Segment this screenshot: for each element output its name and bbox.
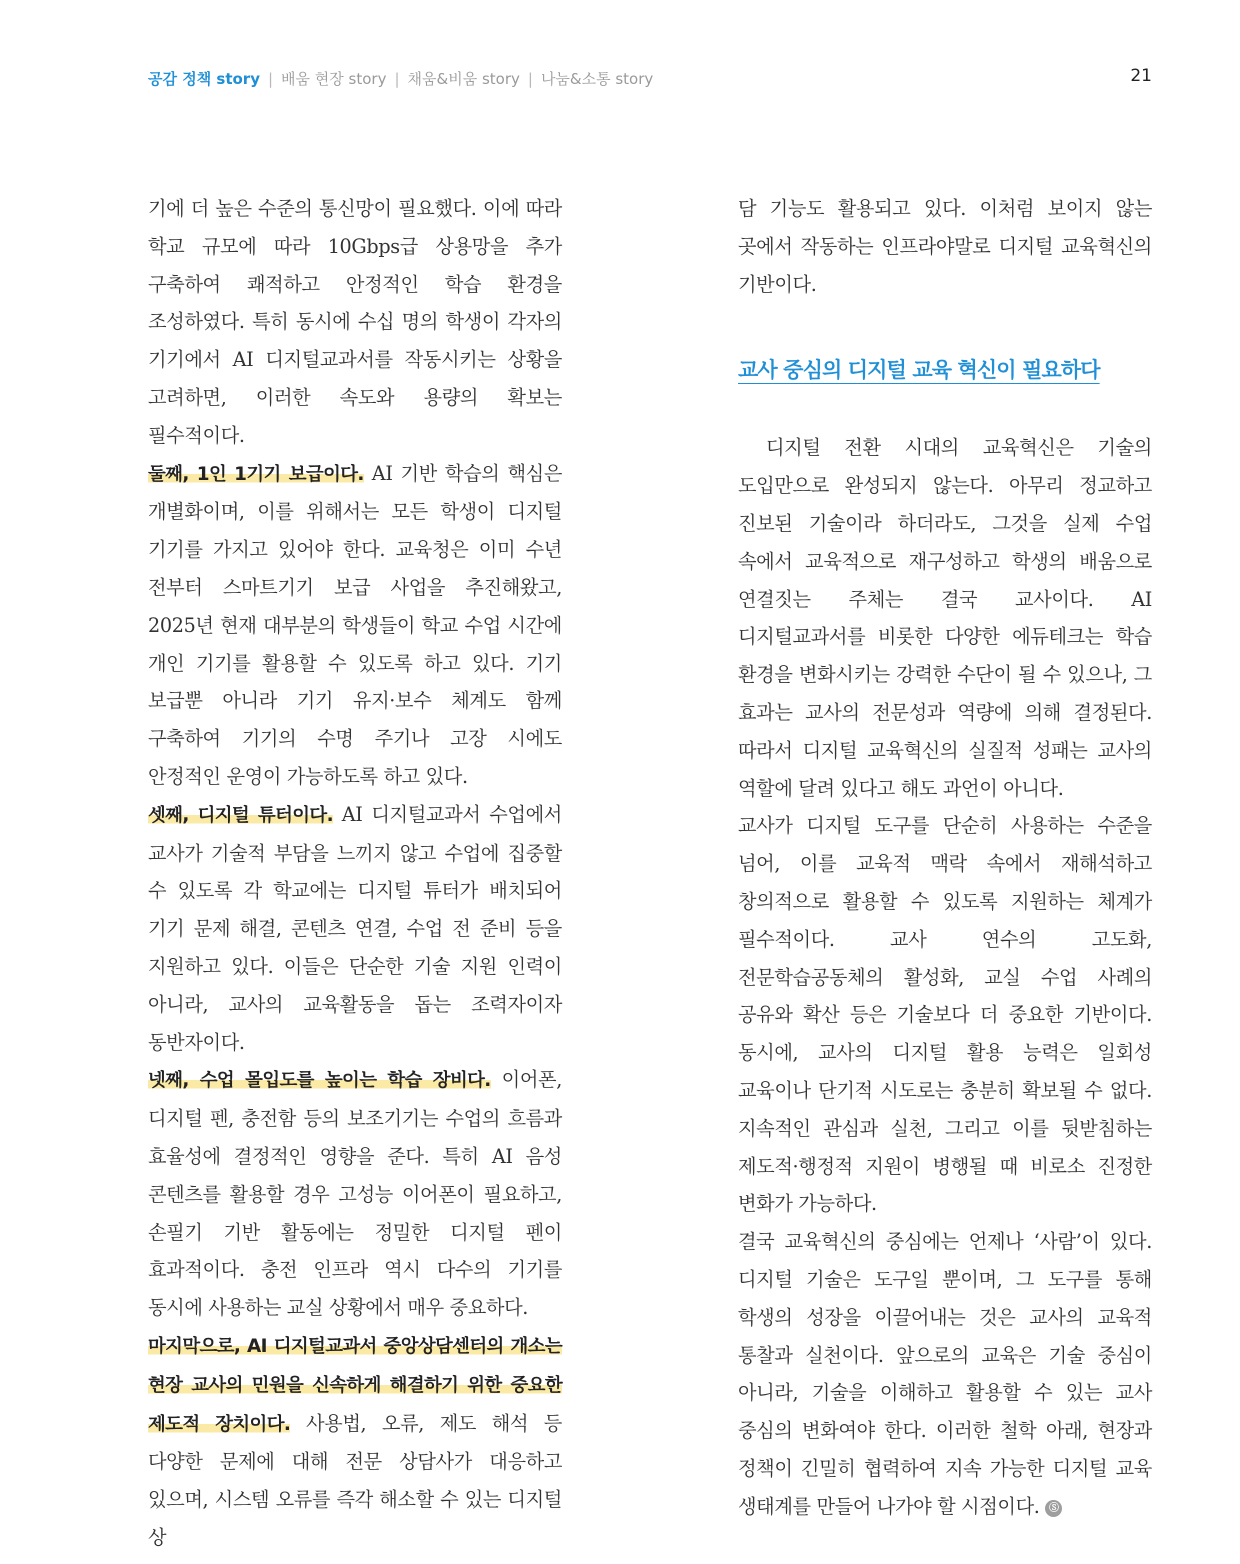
paragraph-text: AI 기반 학습의 핵심은 개별화이며, 이를 위해서는 모든 학생이 디지털 기기를 가지고 있어야 한다. 교육청은 이미 수년 전부터 스마트기기 보급 사업을 추진해왔고, 2025년 현재 대부분의 학생들이 학교 수업 시간에 개인 기기를 활용할 수 있도록 하고 있다. 기기 보급뿐 아니라 기기 유지·보수 체계도 함께 구축하여 기기의 수명 주기나 고장 시에도 안정적인 운영이 가능하도록 하고 있다.	[148, 461, 563, 788]
paragraph-text: 사용법, 오류, 제도 해석 등 다양한 문제에 대해 전문 상담사가 대응하고 있으며, 시스템 오류를 즉각 해소할 수 있는 디지털 상	[148, 1411, 562, 1549]
paragraph-text: 이어폰, 디지털 펜, 충전함 등의 보조기기는 수업의 흐름과 효율성에 결정적인 영향을 준다. 특히 AI 음성 콘텐츠를 활용할 경우 고성능 이어폰이 필요하고, 손필기 기반 활동에는 정밀한 디지털 펜이 효과적이다. 충전 인프라 역시 다수의 기기를 동시에 사용하는 교실 상황에서 매우 중요하다.	[148, 1068, 562, 1320]
highlight-phrase: 둘째, 1인 1기기 보급이다.	[148, 463, 364, 485]
highlight-phrase: 마지막으로, AI 디지털교과서 중앙상담센터의 개소는 현장 교사의 민원을 신속하게 해결하기 위한 중요한 제도적 장치이다.	[148, 1335, 562, 1435]
nav-separator: |	[267, 70, 274, 88]
nav-item-policy-story[interactable]: 공감 정책 story	[148, 70, 260, 88]
end-mark-icon: Ⓢ	[1045, 1500, 1062, 1517]
paragraph	[148, 1061, 562, 1327]
right-column	[738, 190, 1152, 1526]
nav-item-learning-field-story[interactable]: 배움 현장 story	[281, 70, 387, 88]
highlight-phrase: 넷째, 수업 몰입도를 높이는 학습 장비다.	[148, 1070, 491, 1092]
paragraph	[148, 455, 562, 796]
paragraph-text: 결국 교육혁신의 중심에는 언제나 ‘사람’이 있다. 디지털 기술은 도구일 뿐이며, 그 도구를 통해 학생의 성장을 이끌어내는 것은 교사의 교육적 통찰과 실천이다. 앞으로의 교육은 기술 중심이 아니라, 기술을 이해하고 활용할 수 있는 교사 중심의 변화여야 한다. 이러한 철학 아래, 현장과 정책이 긴밀히 협력하여 지속 가능한 디지털 교육 생태계를 만들어 나가야 할 시점이다.	[738, 1230, 1152, 1518]
nav-item-sharing-communication-story[interactable]: 나눔&소통 story	[540, 70, 654, 88]
page-header	[148, 66, 1152, 92]
highlight-phrase: 셋째, 디지털 튜터이다.	[148, 804, 333, 826]
paragraph: 교사가 디지털 도구를 단순히 사용하는 수준을 넘어, 이를 교육적 맥락 속에서 재해석하고 창의적으로 활용할 수 있도록 지원하는 체계가 필수적이다. 교사 연수의 고도화, 전문학습공동체의 활성화, 교실 수업 사례의 공유와 확산 등은 기술보다 더 중요한 기반이다. 동시에, 교사의 디지털 활용 능력은 일회성 교육이나 단기적 시도로는 충분히 확보될 수 없다. 지속적인 관심과 실천, 그리고 이를 뒷받침하는 제도적·행정적 지원이 병행될 때 비로소 진정한 변화가 가능하다.	[738, 814, 1152, 1216]
paragraph	[148, 1327, 562, 1557]
paragraph	[148, 796, 562, 1062]
nav-item-fill-empty-story[interactable]: 채움&비움 story	[407, 70, 520, 88]
paragraph: 담 기능도 활용되고 있다. 이처럼 보이지 않는 곳에서 작동하는 인프라야말로 디지털 교육혁신의 기반이다.	[738, 197, 1152, 296]
page-number: 21	[1130, 66, 1152, 86]
nav-separator: |	[527, 70, 533, 88]
paragraph	[738, 1223, 1152, 1525]
paragraph-text: AI 디지털교과서 수업에서 교사가 기술적 부담을 느끼지 않고 수업에 집중할 수 있도록 각 학교에는 디지털 튜터가 배치되어 기기 문제 해결, 콘텐츠 연결, 수업 전 준비 등을 지원하고 있다. 이들은 단순한 기술 지원 인력이 아니라, 교사의 교육활동을 돕는 조력자이자 동반자이다.	[148, 802, 562, 1054]
section-title: 교사 중심의 디지털 교육 혁신이 필요하다	[738, 358, 1100, 383]
section-nav	[148, 68, 653, 89]
left-column	[148, 190, 562, 1557]
paragraph: 기에 더 높은 수준의 통신망이 필요했다. 이에 따라 학교 규모에 따라 10Gbps급 상용망을 추가 구축하여 쾌적하고 안정적인 학습 환경을 조성하였다. 특히 동시에 수십 명의 학생이 각자의 기기에서 AI 디지털교과서를 작동시키는 상황을 고려하면, 이러한 속도와 용량의 확보는 필수적이다.	[148, 197, 562, 447]
nav-separator: |	[394, 70, 400, 88]
paragraph: 디지털 전환 시대의 교육혁신은 기술의 도입만으로 완성되지 않는다. 아무리 정교하고 진보된 기술이라 하더라도, 그것을 실제 수업 속에서 교육적으로 재구성하고 학생의 배움으로 연결짓는 주체는 결국 교사이다. AI 디지털교과서를 비롯한 다양한 에듀테크는 학습 환경을 변화시키는 강력한 수단이 될 수 있으나, 그 효과는 교사의 전문성과 역량에 의해 결정된다. 따라서 디지털 교육혁신의 실질적 성패는 교사의 역할에 달려 있다고 해도 과언이 아니다.	[738, 436, 1152, 800]
